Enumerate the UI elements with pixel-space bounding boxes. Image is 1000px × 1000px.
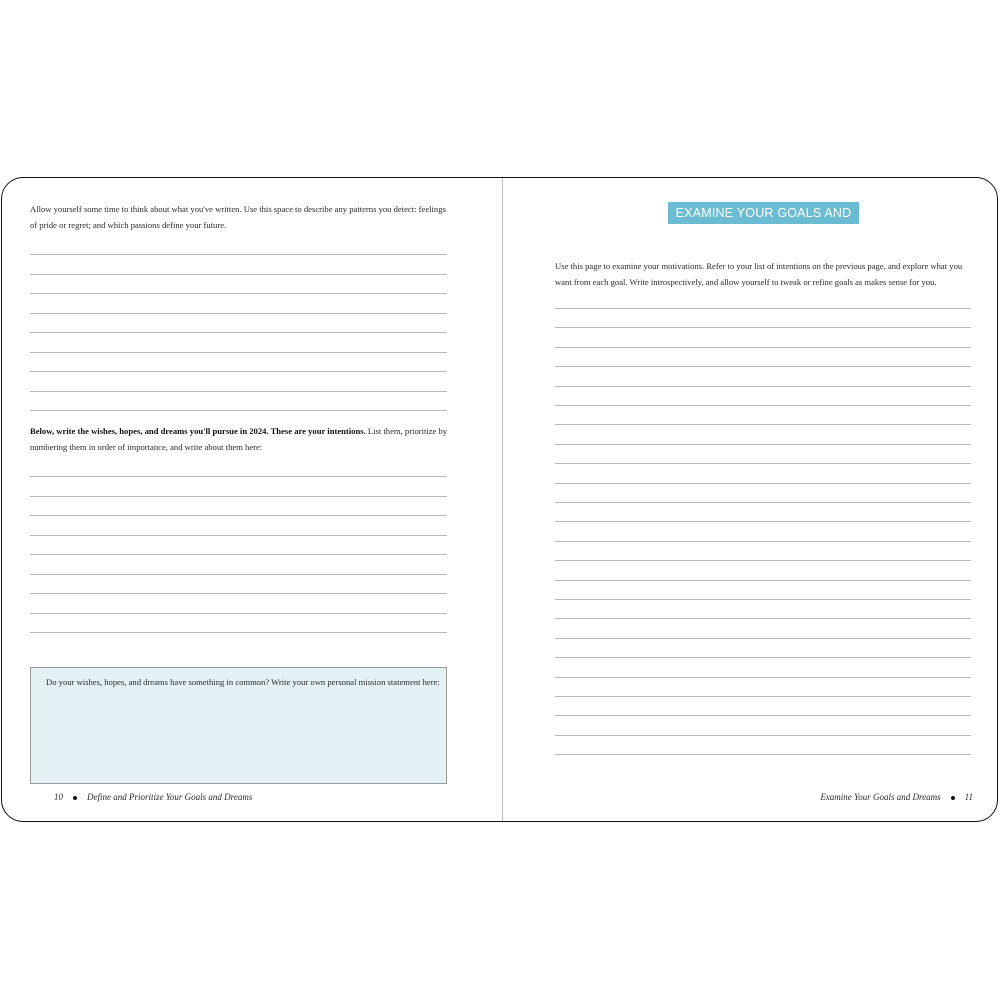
writing-line	[555, 386, 971, 387]
writing-line	[555, 715, 971, 716]
writing-line	[555, 618, 971, 619]
mission-statement-prompt: Do your wishes, hopes, and dreams have something in common? Write your own personal mission statement here:	[46, 677, 440, 687]
writing-line	[555, 657, 971, 658]
writing-line	[555, 444, 971, 445]
intentions-prompt	[30, 424, 450, 455]
writing-line	[555, 521, 971, 522]
writing-line	[555, 308, 971, 309]
writing-line	[30, 332, 447, 333]
footer-bullet-icon	[73, 796, 77, 800]
footer-bullet-icon	[951, 796, 955, 800]
motivation-writing-lines[interactable]	[555, 308, 971, 754]
writing-line	[30, 254, 447, 255]
writing-line	[30, 535, 447, 536]
left-chapter-title: Define and Prioritize Your Goals and Dreams	[87, 792, 253, 802]
writing-line	[555, 735, 971, 736]
right-page-footer	[820, 792, 973, 802]
reflection-writing-lines[interactable]	[30, 254, 447, 410]
left-page	[2, 178, 502, 821]
intentions-writing-lines[interactable]	[30, 476, 447, 632]
writing-line	[30, 574, 447, 575]
writing-line	[30, 496, 447, 497]
right-page-number: 11	[964, 792, 973, 802]
writing-line	[30, 293, 447, 294]
open-journal-spread	[1, 177, 998, 822]
writing-line	[30, 391, 447, 392]
writing-line	[30, 515, 447, 516]
writing-line	[555, 599, 971, 600]
writing-line	[555, 754, 971, 755]
writing-line	[555, 580, 971, 581]
writing-line	[555, 405, 971, 406]
writing-line	[555, 483, 971, 484]
writing-line	[555, 347, 971, 348]
writing-line	[30, 613, 447, 614]
writing-line	[30, 554, 447, 555]
right-chapter-title: Examine Your Goals and Dreams	[820, 792, 941, 802]
writing-line	[30, 371, 447, 372]
writing-line	[30, 313, 447, 314]
reflection-prompt: Allow yourself some time to think about what you've written. Use this space to describe any patterns you detect: feelings of pride or regret; and which passions define your future.	[30, 204, 446, 230]
writing-line	[30, 476, 447, 477]
writing-line	[555, 424, 971, 425]
writing-line	[555, 366, 971, 367]
left-page-footer	[54, 792, 252, 802]
mission-statement-box[interactable]	[30, 667, 447, 784]
writing-line	[555, 541, 971, 542]
motivation-prompt: Use this page to examine your motivations. Refer to your list of intentions on the previous page, and explore what you want from each goal. Write introspectively, and allow yourself to tweak or refine goals as makes sense for you.	[555, 261, 963, 287]
writing-line	[555, 502, 971, 503]
left-page-number: 10	[54, 792, 63, 802]
writing-line	[30, 274, 447, 275]
writing-line	[30, 632, 447, 633]
right-page	[503, 178, 998, 821]
writing-line	[555, 463, 971, 464]
writing-line	[555, 677, 971, 678]
writing-line	[555, 560, 971, 561]
writing-line	[555, 696, 971, 697]
writing-line	[555, 638, 971, 639]
intentions-prompt-bold: Below, write the wishes, hopes, and dreams you'll pursue in 2024. These are your intentions.	[30, 426, 366, 436]
page-title-banner: EXAMINE YOUR GOALS AND DREAMS	[668, 202, 859, 224]
intentions-prompt-rest: List them, prioritize by numbering them in order of importance, and write about them here:	[30, 426, 448, 452]
writing-line	[30, 593, 447, 594]
writing-line	[30, 410, 447, 411]
writing-line	[30, 352, 447, 353]
writing-line	[555, 327, 971, 328]
